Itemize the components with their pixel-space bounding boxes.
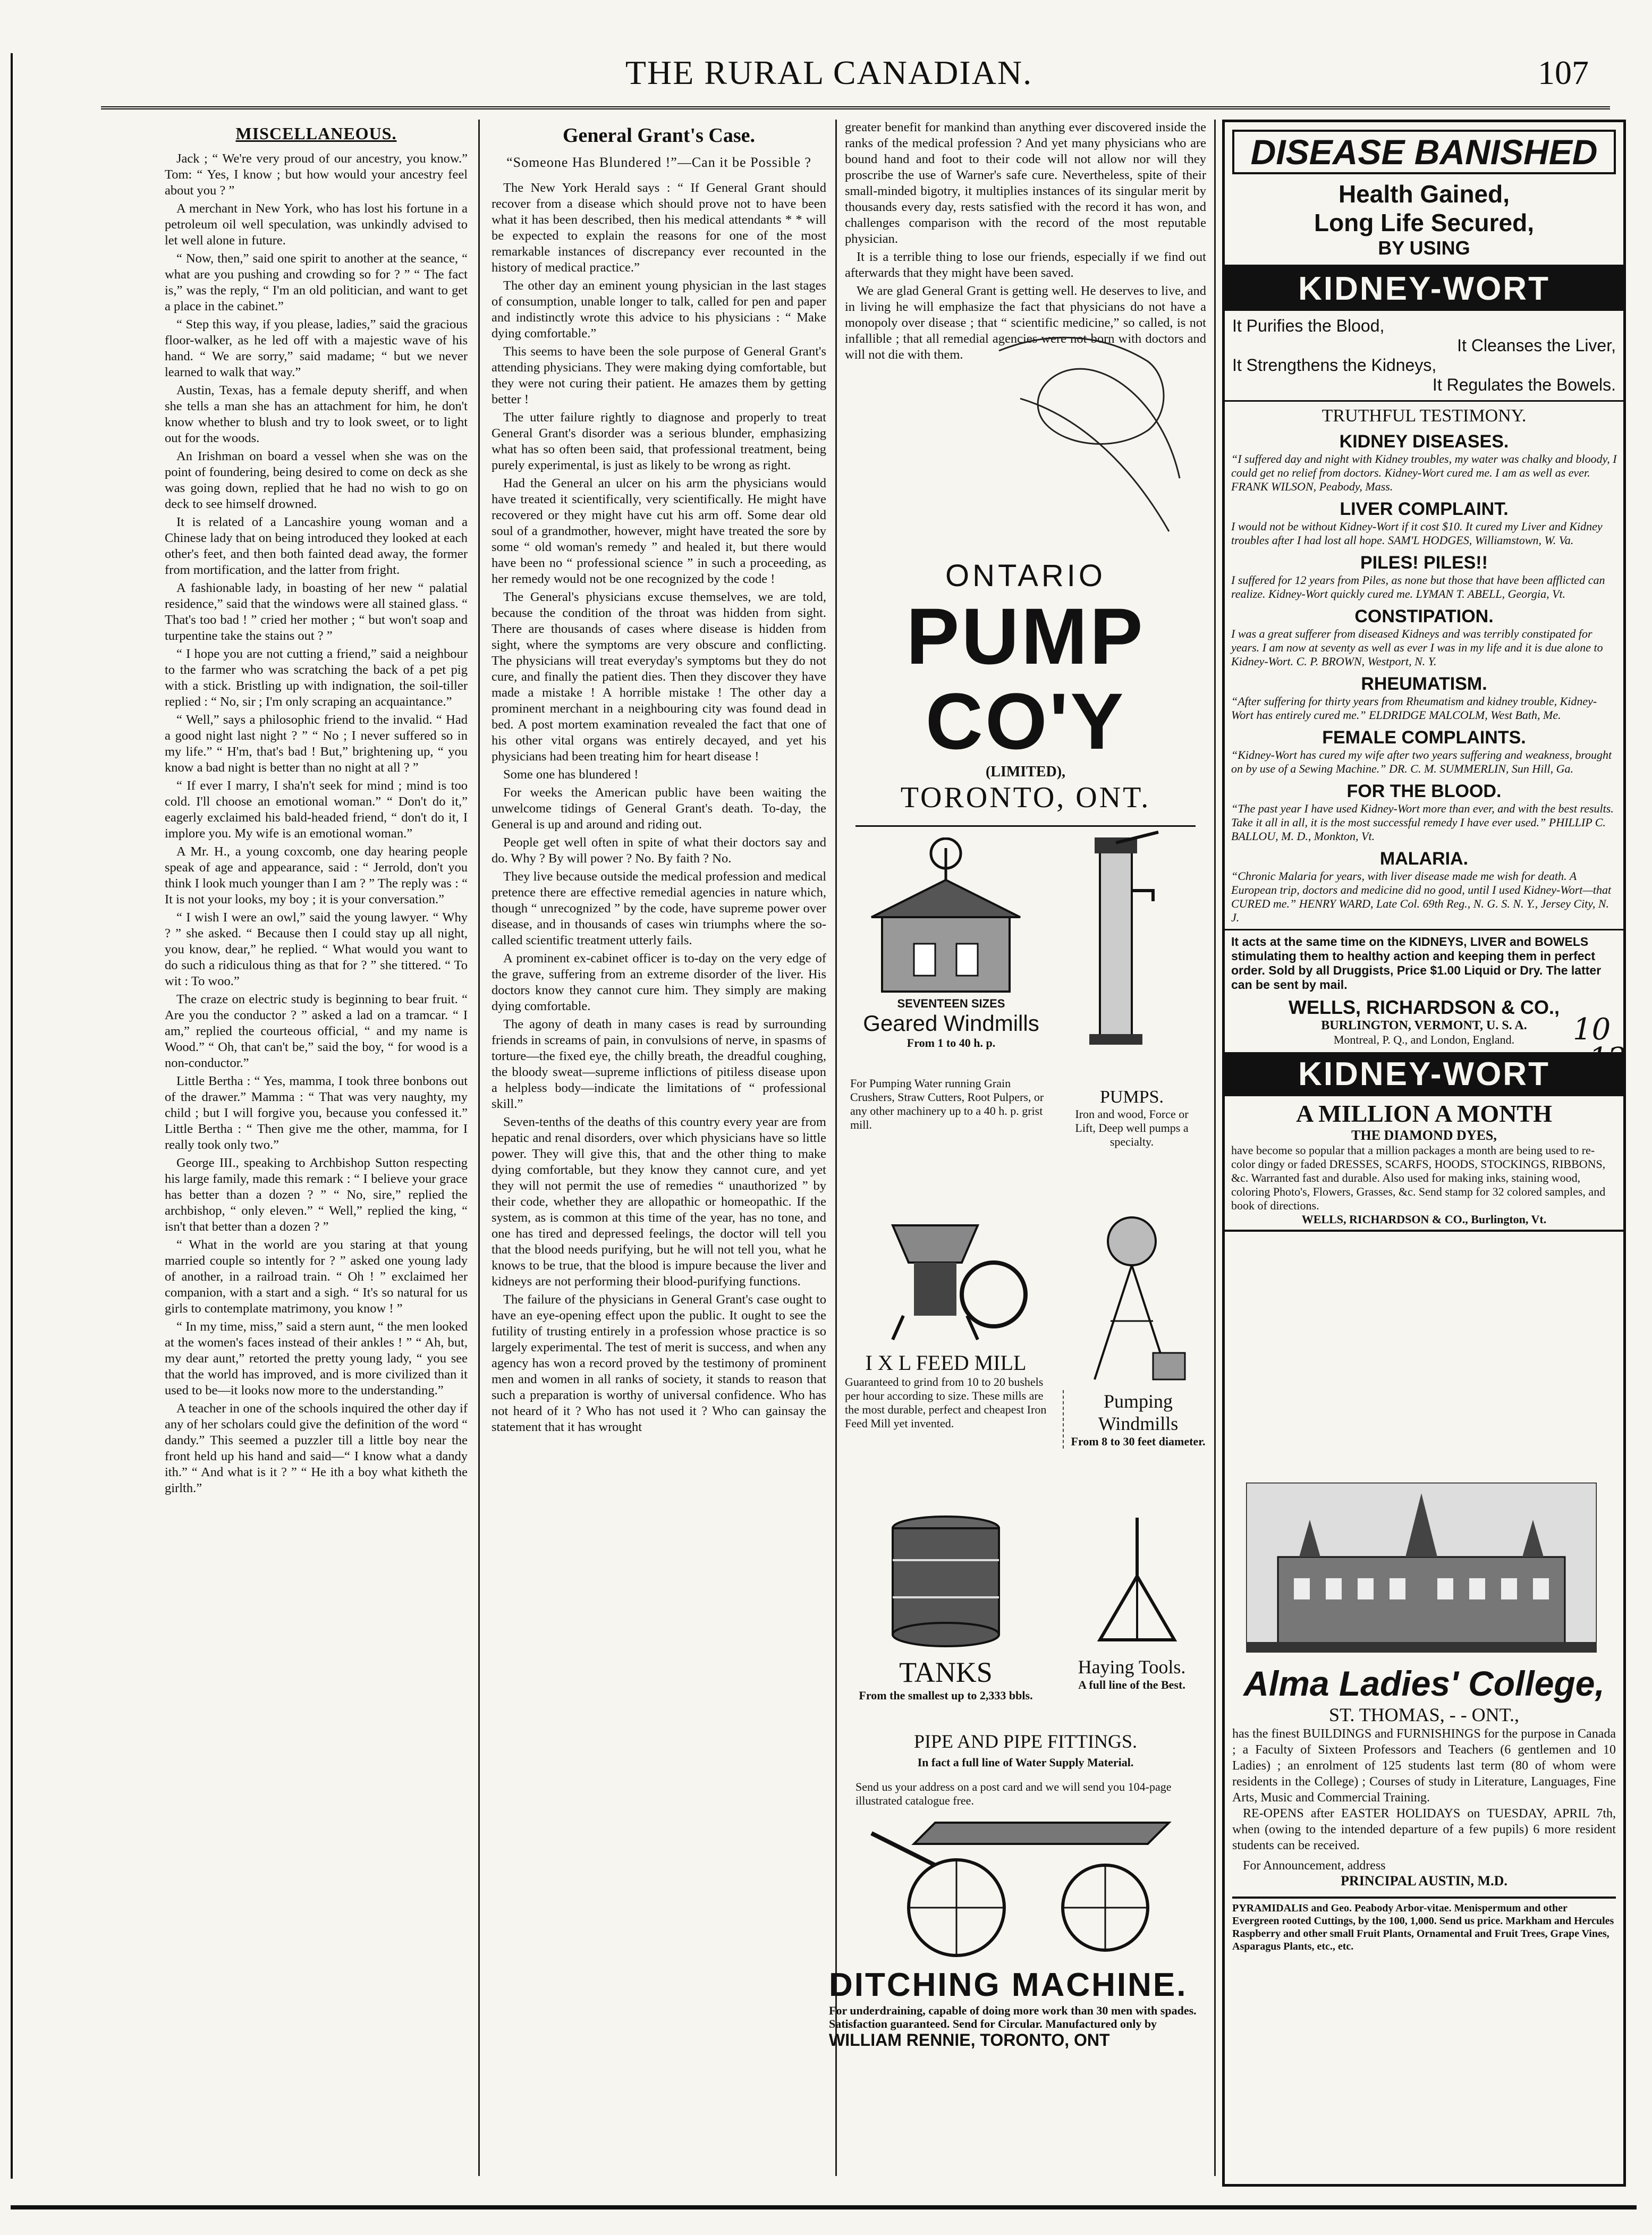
- company-address-2: Montreal, P. Q., and London, England.: [1333, 1033, 1515, 1046]
- paragraph: “ I hope you are not cutting a friend,” said a neighbour to the farmer who was scratching the back of a pet pig with a stick. Bristling up with indignation, the soil-tiller replied : “ No, sir ; I'm only scraping an acquaintance.”: [165, 647, 468, 709]
- paragraph: “ Now, then,” said one spirit to another at the seance, “ what are you pushing and crowding so for ? ” “ The fact is,” was the reply, “ I'm an old politician, and want to get a place in the cabinet.”: [165, 251, 468, 314]
- college-contact: For Announcement, address: [1243, 1859, 1386, 1873]
- disease-banished-headline: DISEASE BANISHED: [1232, 130, 1616, 174]
- windmill-range: From 1 to 40 h. p.: [907, 1036, 996, 1049]
- testimony-text: I suffered for 12 years from Piles, as none but those that have been afflicted can realize. Kidney-Wort quickly cured me. LYMAN T. ABELL, Georgia, Vt.: [1231, 573, 1605, 600]
- paragraph: A Mr. H., a young coxcomb, one day hearing people speak of age and appearance, said : “ Jerrold, don't you think I look much younger than I am ? ” The reply was : “ It is not your looks, my boy ; it is your conversation.”: [165, 844, 468, 907]
- million-title: A MILLION A MONTH: [1296, 1100, 1552, 1127]
- windmill-desc: For Pumping Water running Grain Crushers, Straw Cutters, Root Pulpers, or any other machinery up to a 40 h. p. grist mill.: [850, 1077, 1044, 1131]
- paragraph: The General's physicians excuse themselves, we are told, because the condition of the throat was hidden from sight. There are thousands of cases where disease is hidden from sight, where the symptoms are very obscure and conflicting. The physicians will treat everyday's symptoms but they do not cure, and finally the patient dies. Then they discover they have made a mistake ! A horrible mistake ! The other day a prominent merchant in a neighbouring city was found dead in bed. A post mortem examination revealed the fact that one of his other vital organs was entirely decayed, and yet his physicians had been treating him for heart disease !: [492, 590, 826, 764]
- health-gained: Health Gained,: [1338, 180, 1510, 208]
- haying-desc: A full line of the Best.: [1078, 1678, 1185, 1691]
- pumping-windmill-icon: [1073, 1215, 1190, 1385]
- column-rule: [1214, 120, 1216, 2176]
- geared-windmill-icon: [850, 837, 1041, 997]
- paragraph: “ If ever I marry, I sha'n't seek for mind ; mind is too cold. I'll choose an emotional woman.” “ Don't do it,” eagerly exclaimed his bald-headed friend, “ don't do it, I implore you. My wife is an emotional woman.”: [165, 778, 468, 841]
- feed-mill-title: I X L FEED MILL: [865, 1351, 1027, 1375]
- testimony-text: “Kidney-Wort has cured my wife after two years suffering and weakness, brought on by use of a Sewing Machine.” DR. C. M. SUMMERLIN, Sun Hill, Ga.: [1231, 748, 1612, 775]
- pyramidalis-ad: PYRAMIDALIS and Geo. Peabody Arbor-vitae. Menispermum and other Evergreen rooted Cuttings, by the 100, 1,000. Send us price. Markham and Hercules Raspberry and other small Fruit Plants, Ornamental and Fruit Trees, Grape Vines, Asparagus Plants, etc., etc.: [1232, 1897, 1616, 1953]
- pipe-title: PIPE AND PIPE FITTINGS.: [913, 1731, 1138, 1752]
- pumps-title: PUMPS.: [1099, 1087, 1164, 1107]
- paragraph: The other day an eminent young physician in the last stages of consumption, unable longer to talk, called for pen and paper and indistinctly wrote this advice to his physicians : “ Make dying comfortable.”: [492, 278, 826, 341]
- college-building-icon: [1246, 1483, 1597, 1653]
- pumping-windmill-title: Pumping Windmills: [1098, 1391, 1179, 1434]
- tanks-desc: From the smallest up to 2,333 bbls.: [859, 1689, 1033, 1702]
- testimony-text: “The past year I have used Kidney-Wort more than ever, and with the best results. Take it all in all, it is the most successful remedy I have ever used.” PHILLIP C. BALLOU, M. D., Monkton, Vt.: [1231, 802, 1614, 843]
- column-rule: [835, 120, 837, 2176]
- paragraph: “ What in the world are you staring at that young married couple so intently for ? ” asked one young lady of another, in a railroad train. “ Oh ! ” exclaimed her companion, with a start and a sigh. “ It's so natural for us girls to contemplate matrimony, you know ! ”: [165, 1238, 468, 1316]
- handwritten-number: 12: [1589, 1042, 1627, 1076]
- paragraph: “ Well,” says a philosophic friend to the invalid. “ Had a good night last night ? ” “ No ; I never suffered so in my life.” “ H'm, that's bad ! But,” brightening up, “ you know a bad night is better than no night at all ? ”: [165, 713, 468, 775]
- college-reopen: RE-OPENS after EASTER HOLIDAYS on TUESDAY, APRIL 7th, when (owing to the intended departure of a few pupils) 6 more resident students can be received.: [1232, 1807, 1616, 1852]
- feed-mill-desc: Guaranteed to grind from 10 to 20 bushels per hour according to size. These mills are the most durable, perfect and cheapest Iron Feed Mill yet invented.: [845, 1375, 1047, 1430]
- testimony-title: TRUTHFUL TESTIMONY.: [1321, 406, 1527, 426]
- testimony-text: “I suffered day and night with Kidney troubles, my water was chalky and bloody, I could get no relief from doctors. Kidney-Wort cured me. I am as well as ever. FRANK WILSON, Peabody, Mass.: [1231, 452, 1617, 493]
- testimony-heading: MALARIA.: [1379, 849, 1469, 869]
- ditching-machine-ad: [829, 1966, 1212, 2050]
- handwritten-number: 10: [1573, 1012, 1611, 1047]
- paragraph: A prominent ex-cabinet officer is to-day on the very edge of the grave, suffering from an extreme disorder of the liver. His doctors know they cannot cure him. They simply are making dying comfortable.: [492, 951, 826, 1013]
- paragraph: A fashionable lady, in boasting of her new “ palatial residence,” said that the windows were all stained glass. “ That's too bad ! ” cried her mother ; “ but won't soap and turpentine take the stains out ? ”: [165, 581, 468, 643]
- kidney-wort-brand: KIDNEY-WORT: [1225, 1052, 1623, 1096]
- paragraph: The failure of the physicians in General Grant's case ought to have an eye-opening effect upon the public. It ought to see the futility of trusting entirely in a profession whose practice is so largely experimental. The test of merit is success, and when any agency has won a record proved by the testimony of prominent men and women in all ranks of society, it stands to reason that such a preparation is worthy of universal confidence. Who has not heard of it ? Who has not used it ? Who can gainsay the statement that it has wrought: [492, 1292, 826, 1434]
- miscellaneous-column: [165, 120, 468, 2176]
- paragraph: George III., speaking to Archbishop Sutton respecting his large family, made this remark : “ I believe your grace has better than a dozen ? ” “ No, sire,” replied the archbishop, “ only eleven.” “ Well,” replied the king, “ isn't that better than a dozen ? ”: [165, 1156, 468, 1234]
- by-using: BY USING: [1378, 237, 1470, 259]
- page-number: 107: [1538, 54, 1589, 91]
- paragraph: Jack ; “ We're very proud of our ancestry, you know.” Tom: “ Yes, I know ; but how would your ancestry feel about you ? ”: [165, 151, 468, 198]
- catalogue-offer: Send us your address on a post card and we will send you 104-page illustrated catalogue free.: [855, 1780, 1172, 1807]
- page-header: [48, 32, 1610, 112]
- article-title: General Grant's Case.: [562, 124, 755, 147]
- grant-article-column: [492, 120, 826, 2176]
- paragraph: This seems to have been the sole purpose of General Grant's attending physicians. They were making dying comfortable, but they were not curing their patient. He amazes them by getting better !: [492, 344, 826, 407]
- feed-mill-icon: [861, 1215, 1041, 1342]
- million-sub: THE DIAMOND DYES,: [1351, 1128, 1497, 1143]
- ad-line: (LIMITED),: [985, 764, 1066, 780]
- pipe-desc: In fact a full line of Water Supply Material.: [917, 1756, 1134, 1769]
- benefit: It Strengthens the Kidneys,: [1232, 355, 1437, 375]
- paragraph: The agony of death in many cases is read by surrounding friends in screams of pain, in convulsions of nerve, in spasms of torture—the fixed eye, the chilly breath, the dreadful coughing, the bloody sweat—supreme inflictions of pitiless disease upon a helpless body—indicate the limitations of “ professional skill.”: [492, 1017, 826, 1111]
- ad-line: ONTARIO: [945, 558, 1106, 593]
- tank-icon: [877, 1512, 1015, 1650]
- testimony-text: “Chronic Malaria for years, with liver disease made me wish for death. A European trip, doctors and medicine did no good, until I used Kidney-Wort—that CURED me.” HENRY WARD, Late Col. 69th Reg., N. G. S. N. Y., Jersey City, N. J.: [1231, 869, 1612, 924]
- haying-title: Haying Tools.: [1078, 1656, 1186, 1678]
- paragraph: For weeks the American public have been waiting the unwelcome tidings of General Grant's death. To-day, the General is up and around and riding out.: [492, 785, 826, 832]
- college-principal: PRINCIPAL AUSTIN, M.D.: [1341, 1873, 1507, 1889]
- testimony-text: I was a great sufferer from diseased Kidneys and was terribly constipated for years. I am now at seventy as well as ever I was in my life and it is due alone to Kidney-Wort. C. P. BROWN, Westport, N. Y.: [1231, 627, 1603, 668]
- testimony-heading: FOR THE BLOOD.: [1346, 781, 1502, 801]
- ditching-machine-icon: [850, 1801, 1201, 1961]
- paragraph: Some one has blundered !: [503, 767, 639, 782]
- paragraph: Seven-tenths of the deaths of this country every year are from hepatic and renal disorders, over which physicians have so little power. They will give this, that and the other thing to make dying comfortable, but they know they cannot cure, and yet they will not permit the use of remedies “ unauthorized ” by their code, whether they are allopathic or homeopathic. If the system, as is common at this time of the year, has no tone, and one has tired and depressed feelings, the doctor will tell you that the blood needs purifying, but he will not tell you, what he knows to be true, that the blood is impure because the liver and kidneys are not performing their blood-purifying functions.: [492, 1115, 826, 1289]
- paragraph: The utter failure rightly to diagnose and properly to treat General Grant's disorder was a serious blunder, emphasizing what has so often been said, that professional treatment, being purely experimental, is just as likely to be wrong as right.: [492, 410, 826, 472]
- hay-fork-icon: [1084, 1512, 1190, 1650]
- binding-edge: [11, 53, 13, 2179]
- paragraph: A teacher in one of the schools inquired the other day if any of her scholars could give the definition of the word “ dandy.” This seemed a puzzler till a little boy near the front held up his hand and said—“ I know what a dandy ith.” “ And what is it ? ” “ He ith a boy what kitheth the girlth.”: [165, 1401, 468, 1495]
- handwritten-scribble-icon: [988, 319, 1190, 542]
- company-address: BURLINGTON, VERMONT, U. S. A.: [1321, 1019, 1527, 1032]
- million-maker: WELLS, RICHARDSON & CO., Burlington, Vt.: [1301, 1213, 1547, 1226]
- college-title: Alma Ladies' College,: [1243, 1664, 1605, 1703]
- paragraph: We are glad General Grant is getting well. He deserves to live, and in living he will emphasize the fact that physicians do not have a monopoly over disease ; that “ scientific medicine,” so called, is not infallible ; that all remedial agencies were not born with doctors and will not die with them.: [845, 284, 1206, 362]
- testimony-heading: LIVER COMPLAINT.: [1340, 499, 1509, 519]
- testimony-text: “After suffering for thirty years from Rheumatism and kidney trouble, Kidney-Wort has entirely cured me.” ELDRIDGE MALCOLM, West Bath, Me.: [1231, 695, 1597, 722]
- windmill-sizes: SEVENTEEN SIZES: [897, 997, 1005, 1010]
- million-text: have become so popular that a million packages a month are being used to re-color dingy or faded DRESSES, SCARFS, HOODS, STOCKINGS, RIBBONS, &c. Warranted fast and durable. Also used for making inks, staining wood, coloring Photo's, Flowers, Grasses, &c. Send stamp for 32 colored samples, and book of directions.: [1231, 1144, 1606, 1212]
- article-subtitle: “Someone Has Blundered !”—Can it be Possible ?: [506, 155, 811, 170]
- paragraph: A merchant in New York, who has lost his fortune in a petroleum oil well speculation, was unkindly advised to let well alone in future.: [165, 201, 468, 248]
- ditching-title: DITCHING MACHINE.: [829, 1967, 1188, 2003]
- ad-headline: PUMP CO'Y: [906, 591, 1145, 766]
- benefit: It Regulates the Bowels.: [1432, 375, 1616, 394]
- paragraph: “ Step this way, if you please, ladies,” said the gracious floor-walker, as he led off with a majestic wave of his hand. “ We are sorry,” said madame; “ but we never learned to walk that way.”: [165, 317, 468, 379]
- column-rule: [478, 120, 480, 2176]
- ditching-desc: For underdraining, capable of doing more work than 30 men with spades. Satisfaction guaranteed. Send for Circular. Manufactured only by: [829, 2004, 1197, 2030]
- paragraph: It is a terrible thing to lose our friends, especially if we find out afterwards that they might have been saved.: [845, 250, 1206, 280]
- benefit: It Cleanses the Liver,: [1457, 336, 1616, 355]
- newspaper-title: THE RURAL CANADIAN.: [625, 54, 1033, 91]
- pump-icon: [1068, 827, 1164, 1050]
- testimony-heading: CONSTIPATION.: [1354, 606, 1494, 627]
- testimony-heading: RHEUMATISM.: [1361, 674, 1487, 694]
- acts-text: It acts at the same time on the KIDNEYS, LIVER and BOWELS stimulating them to healthy action and keeping them in perfect order. Sold by all Druggists, Price $1.00 Liquid or Dry. The latter can be sent by mail.: [1225, 929, 1623, 996]
- testimony-heading: FEMALE COMPLAINTS.: [1322, 727, 1526, 748]
- paragraph: Austin, Texas, has a female deputy sheriff, and when she tells a man she has an attachment for him, he don't know whether to blush and try to look sweet, or to light out for the woods.: [165, 383, 468, 445]
- college-text: has the finest BUILDINGS and FURNISHINGS for the purpose in Canada ; a Faculty of Sixteen Professors and Teachers (6 gentlemen and 10 Ladies) ; an enrolment of 125 students last term (80 of whom were residents in the College) ; Courses of study in Literature, Languages, Fine Arts, Music and Commercial Training.: [1232, 1727, 1616, 1805]
- paragraph: An Irishman on board a vessel when she was on the point of foundering, being desired to come on deck as she was going down, replied that he had no wish to go on deck to see himself drowned.: [165, 449, 468, 511]
- college-place: ST. THOMAS, - - ONT.,: [1329, 1704, 1519, 1725]
- paragraph: It is related of a Lancashire young woman and a Chinese lady that on being introduced they looked at each other's feet, and then both fainted dead away, the former from mortification, and the latter from fright.: [165, 515, 468, 577]
- tanks-title: TANKS: [899, 1656, 993, 1688]
- company-name: WELLS, RICHARDSON & CO.,: [1289, 996, 1560, 1018]
- ontario-pump-ad: [845, 558, 1206, 1807]
- paragraph: The New York Herald says : “ If General Grant should recover from a disease which should prove not to have been what it has been described, then his medical attendants * * will be expected to explain the reasons for one of the most remarkable instances of discrepancy ever recounted in the history of medical practice.”: [492, 181, 826, 275]
- long-life: Long Life Secured,: [1314, 209, 1535, 236]
- kidney-wort-brand: KIDNEY-WORT: [1225, 267, 1623, 311]
- paragraph: “ I wish I were an owl,” said the young lawyer. “ Why ? ” she asked. “ Because then I could stay up all night, you know, dear,” he replied. “ What would you want to do such a ridiculous thing as that for ? ” she tittered. “ To wit : To woo.”: [165, 910, 468, 988]
- paragraph: People get well often in spite of what their doctors say and do. Why ? By will power ? No. By faith ? No.: [492, 835, 826, 866]
- header-rule: [101, 106, 1610, 109]
- paragraph: Little Bertha : “ Yes, mamma, I took three bonbons out of the drawer.” Mamma : “ That was very naughty, my child ; but I will forgive you, because you confessed it.” Little Bertha : “ Then give me the other, mamma, for I really took only two.”: [165, 1074, 468, 1152]
- bottom-rule: [11, 2205, 1637, 2209]
- pumps-desc: Iron and wood, Force or Lift, Deep well pumps a specialty.: [1075, 1107, 1189, 1148]
- windmill-title: Geared Windmills: [863, 1011, 1039, 1036]
- paragraph: The craze on electric study is beginning to bear fruit. “ Are you the conductor ? ” asked a lad on a tramcar. “ I am,” replied the courteous official, “ and my name is Wood.” “ Oh, that can't be,” said the boy, “ for wood is a non-conductor.”: [165, 992, 468, 1070]
- testimony-heading: PILES! PILES!!: [1360, 553, 1488, 573]
- ad-line: TORONTO, ONT.: [900, 781, 1151, 814]
- ditching-maker: WILLIAM RENNIE, TORONTO, ONT: [829, 2030, 1110, 2050]
- testimony-heading: KIDNEY DISEASES.: [1339, 431, 1509, 452]
- testimony-text: I would not be without Kidney-Wort if it cost $10. It cured my Liver and Kidney troubles after I had lost all hope. SAM'L HODGES, Williamstown, W. Va.: [1231, 520, 1603, 547]
- windmill-block: [850, 997, 1052, 1050]
- benefit: It Purifies the Blood,: [1232, 316, 1385, 335]
- paragraph: “ In my time, miss,” said a stern aunt, “ the men looked at the women's faces instead of their ankles ! ” “ Ah, but, my dear aunt,” retorted the pretty young lady, “ you see that the world has improved, and is more civilized than it used to be—it looks now more to the understanding.”: [165, 1319, 468, 1398]
- pumping-windmill-range: From 8 to 30 feet diameter.: [1071, 1435, 1206, 1448]
- paragraph: Had the General an ulcer on his arm the physicians would have treated it scientifically, very scientifically. He might have recovered or they might have cut his arm off. Some dear old soul of a grandmother, however, might have treated the sore by some “ old woman's remedy ” and healed it, but there would have been no “ professional science ” in such a proceeding, as her remedy would not be one recognized by the code !: [492, 476, 826, 586]
- kidney-wort-ad: [1222, 120, 1626, 2187]
- paragraph: They live because outside the medical profession and medical pretence there are effective remedial agencies in nature which, though “ unrecognized ” by the code, have supreme power over disease, and in thousands of cases win triumphs where the so-called scientific treatment utterly fails.: [492, 869, 826, 947]
- section-title: MISCELLANEOUS.: [235, 124, 397, 143]
- paragraph: greater benefit for mankind than anything ever discovered inside the ranks of the medical profession ? And yet many physicians who are bound hand and foot to their code will not allow nor will they proscribe the use of Warner's safe cure. Nevertheless, spite of their small-minded bigotry, it multiplies instances of its singular merit by thousands every day, rests satisfied with the record it has won, and challenges comparison with the record of the most reputable physician.: [845, 120, 1206, 246]
